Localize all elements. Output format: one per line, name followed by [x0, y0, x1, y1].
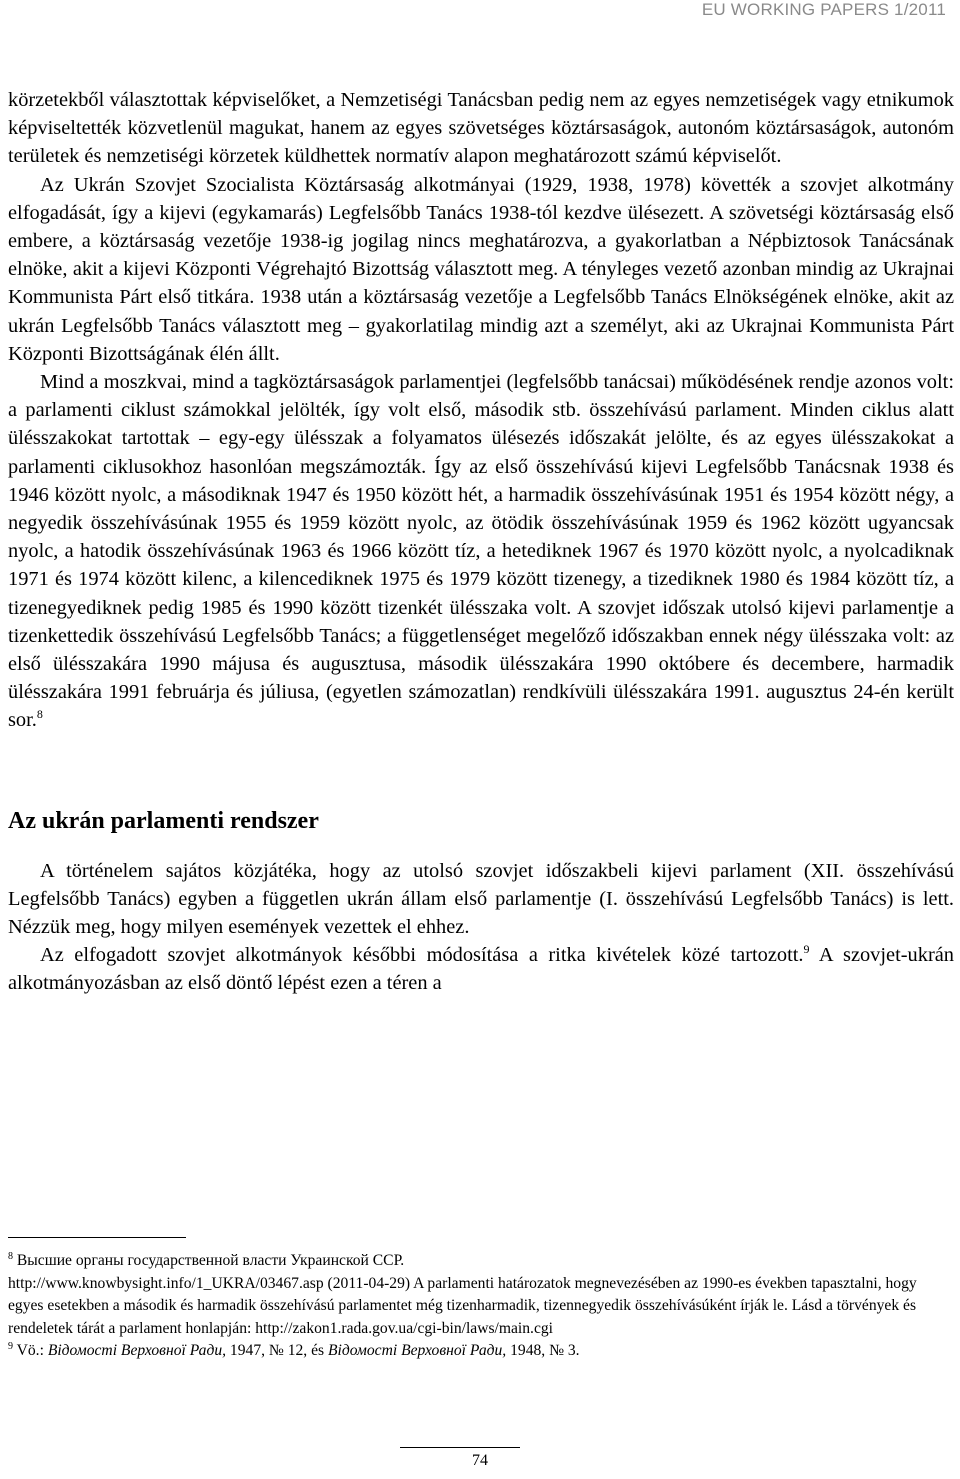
footnote-9-mid: 1947, № 12, és [226, 1342, 328, 1359]
footnote-separator [8, 1237, 186, 1238]
footnote-9-prefix: Vö.: [16, 1342, 48, 1359]
paragraph-interlude: A történelem sajátos közjátéka, hogy az utolsó szovjet időszakbeli kijevi parlament (XII. összehívású Legfelsőbb Tanács) egyben a független ukrán állam első parlamentje (I. összehívású Legfelsőbb Tanács) is lett. Nézzük meg, hogy milyen események vezettek el ehhez. [8, 859, 954, 939]
paragraph-sessions [8, 368, 954, 735]
main-text [8, 86, 954, 998]
paragraph-sessions-text: Mind a moszkvai, mind a tagköztársaságok parlamentjei (legfelsőbb tanácsai) működésének rendje azonos volt: a parlamenti ciklust számokkal jelölték, így volt első, második stb. összehívású parlament. Minden ciklus alatt ülésszakokat tartottak – egy-egy ülésszak a folyamatos ülésezés időszakát jelölte, és az egyes ülésszakokat a parlamenti ciklusokhoz hasonlóan megszámozták. Így az első összehívású kijevi Legfelsőbb Tanácsnak 1938 és 1946 között nyolc, a másodiknak 1947 és 1950 között hét, a harmadik összehívásúnak 1951 és 1954 között négy, a negyedik összehívásúnak 1955 és 1959 között nyolc, az ötödik összehívásúnak 1959 és 1962 között ugyancsak nyolc, a hatodik összehívásúnak 1963 és 1966 között tíz, a hetediknek 1967 és 1970 között nyolc, a nyolcadiknak 1971 és 1974 között kilenc, a kilencediknek 1975 és 1979 között tizenegy, a tizediknek 1980 és 1984 között tíz, a tizenegyediknek pedig 1985 és 1990 között tizenkét ülésszaka volt. A szovjet időszak utolsó kijevi parlamentje a tizenkettedik összehívású Legfelsőbb Tanács; a függetlenséget megelőző időszakban ennek négy ülésszaka volt: az első ülésszakára 1990 májusa és augusztusa, második ülésszakára 1990 októbere és decembere, harmadik ülésszakára 1991 februárja és júliusa, (egyetlen számozatlan) rendkívüli ülésszakára 1991. augusztus 24-én került sor. [8, 371, 954, 732]
footnote-9-source-1: Відомості Верховної Ради, [47, 1342, 227, 1359]
footnote-ref-8[interactable]: 8 [36, 707, 43, 722]
running-header: EU WORKING PAPERS 1/2011 [701, 0, 946, 19]
footnote-9-end: 1948, № 3. [506, 1342, 580, 1359]
footnotes [8, 1250, 954, 1363]
paragraph-amendments-text-b: A szovjet-ukrán alkotmányozásban az első döntő lépést ezen a téren a [8, 944, 954, 995]
footnote-8-number: 8 [8, 1251, 13, 1262]
paragraph-constitutions: Az Ukrán Szovjet Szocialista Köztársaság alkotmányai (1929, 1938, 1978) követték a szovjet alkotmány elfogadását, így a kijevi (egykamarás) Legfelsőbb Tanács 1938-tól kezdve ülésezett. A szövetségi köztársaság első embere, a köztársaság vezetője 1938-ig jogilag nincs meghatározva, a gyakorlatban a Népbiztosok Tanácsának elnöke, akit a kijevi Központi Végrehajtó Bizottság választott meg. A tényleges vezető azonban mindig az Ukrajnai Kommunista Párt első titkára. 1938 után a köztársaság vezetője a Legfelsőbb Tanács Elnökségének elnöke, akit az ukrán Legfelsőbb Tanács választott meg – gyakorlatilag mindig azt a személyt, aki az Ukrajnai Kommunista Párt Központi Bizottságának élén állt. [8, 173, 954, 365]
footnote-8-title [8, 1250, 954, 1273]
page-number-rule [400, 1447, 520, 1448]
paragraph-amendments-text-a: Az elfogadott szovjet alkotmányok későbbi módosítása a ritka kivételek közé tartozott. [40, 944, 804, 967]
footnote-9-source-2: Відомості Верховної Ради, [327, 1342, 507, 1359]
footnote-8-body: http://www.knowbysight.info/1_UKRA/03467.asp (2011-04-29) A parlamenti határozatok megnevezésében az 1990-es években tapasztalni, hogy egyes esetekben a második és harmadik összehívású parlamentet még tizenharmadik, tizennegyedik összehívásúként írják le. Lásd a törvények és rendeletek tárát a parlament honlapján: http://zakon1.rada.gov.ua/cgi-bin/laws/main.cgi [8, 1274, 917, 1337]
footnote-8-cyrillic-title: Высшие органы государственной власти Украинской ССР. [16, 1252, 405, 1269]
paragraph-amendments [8, 941, 954, 997]
footnote-9 [8, 1340, 954, 1363]
page-number: 74 [472, 1452, 488, 1469]
section-heading: Az ukrán parlamenti rendszer [8, 807, 319, 834]
footnote-ref-9[interactable]: 9 [803, 942, 810, 957]
footnote-9-number: 9 [8, 1341, 13, 1352]
paragraph-continuation: körzetekből választottak képviselőket, a Nemzetiségi Tanácsban pedig nem az egyes nemzetiségek vagy etnikumok képviseltették közvetlenül magukat, hanem az egyes szövetséges köztársaságok, autonóm köztársaságok, autonóm területek és nemzetiségi körzetek küldhettek normatív alapon meghatározott számú képviselőt. [8, 89, 954, 168]
